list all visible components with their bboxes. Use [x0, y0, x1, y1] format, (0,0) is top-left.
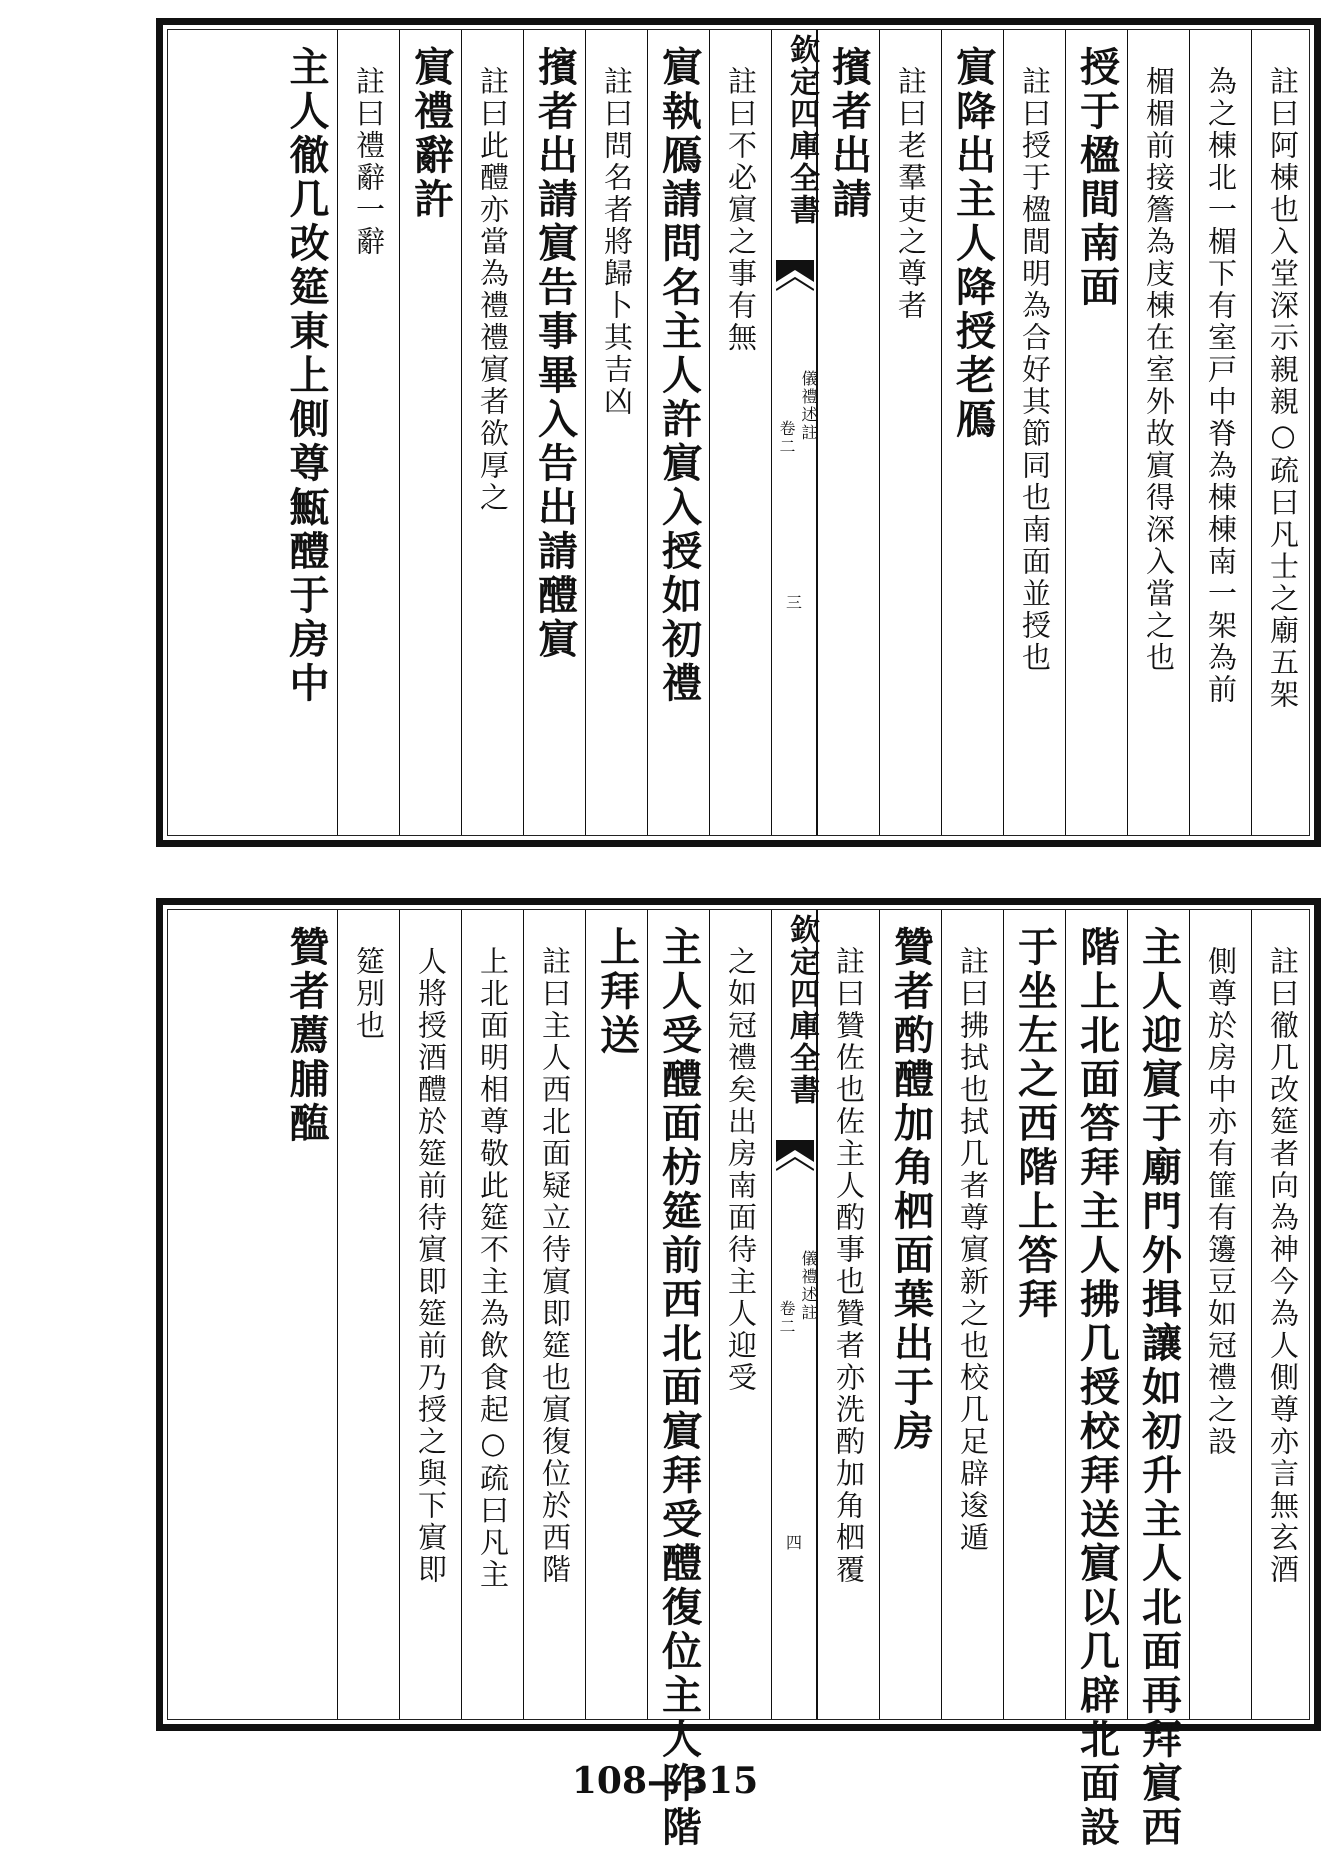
text-column-commentary [817, 910, 879, 1719]
text-column-commentary [941, 910, 1003, 1719]
classic-text: 授于楹間南面 [1073, 46, 1121, 310]
text-column-main [647, 30, 709, 835]
volume-label: 卷二 [777, 1300, 796, 1336]
classic-text: 贊者酌醴加角柶面葉出于房 [887, 926, 935, 1454]
fish-tail-mark [776, 1140, 814, 1190]
classic-text: 主人受醴面枋筵前西北面賔拜受醴復位主人阼階 [655, 926, 703, 1850]
commentary-text: 楣楣前接簷為庋棟在室外故賔得深入當之也 [1142, 66, 1176, 674]
text-column-main [275, 30, 337, 835]
commentary-text: 側尊於房中亦有篚有籩豆如冠禮之設 [1204, 946, 1238, 1458]
page-upper [156, 18, 1321, 847]
text-column-commentary [461, 30, 523, 835]
fish-tail-mark [776, 260, 814, 310]
classic-text: 于坐左之西階上答拜 [1011, 926, 1059, 1322]
center-fold-strip [771, 30, 817, 835]
text-column-commentary [1189, 30, 1251, 835]
commentary-text: 註曰此醴亦當為禮禮賔者欲厚之 [476, 66, 510, 514]
text-column-main [1003, 910, 1065, 1719]
classic-text: 上拜送 [593, 926, 641, 1058]
commentary-text: 筵別也 [352, 946, 386, 1042]
commentary-text: 註曰拂拭也拭几者尊賔新之也校几足辟逡遁 [956, 946, 990, 1554]
commentary-text: 之如冠禮矣出房南面待主人迎受 [724, 946, 758, 1394]
classic-text: 主人徹几改筵東上側尊甒醴于房中 [283, 46, 330, 706]
text-column-commentary [523, 910, 585, 1719]
text-column-main [817, 30, 879, 835]
text-column-commentary [585, 30, 647, 835]
commentary-text: 註曰授于楹間明為合好其節同也南面並授也 [1018, 66, 1052, 674]
leaf-number: 三 [785, 593, 802, 612]
text-column-commentary [337, 910, 399, 1719]
text-column-commentary [1127, 30, 1189, 835]
commentary-text: 註曰徹几改筵者向為神今為人側尊亦言無玄酒 [1266, 946, 1300, 1586]
page-number-footer: 108—315 [571, 1760, 759, 1802]
text-column-commentary [1003, 30, 1065, 835]
commentary-text: 註曰老羣吏之尊者 [894, 66, 928, 322]
commentary-text: 註曰不必賔之事有無 [724, 66, 758, 354]
commentary-text: 註曰主人西北面疑立待賔即筵也賔復位於西階 [538, 946, 572, 1586]
center-fold-strip [771, 910, 817, 1719]
text-column-commentary [461, 910, 523, 1719]
text-column-main [941, 30, 1003, 835]
classic-text: 擯者出請 [825, 46, 873, 222]
classic-text: 賔降出主人降授老鴈 [949, 46, 997, 442]
text-column-commentary [1251, 910, 1313, 1719]
text-column-main [1127, 910, 1189, 1850]
classic-text: 賔禮辭許 [407, 46, 455, 222]
classic-text: 主人迎賔于廟門外揖讓如初升主人北面再拜賔西 [1135, 926, 1183, 1850]
text-column-main [1065, 910, 1127, 1850]
commentary-text: 註曰阿棟也入堂深示親親○疏曰凡士之廟五架 [1266, 66, 1300, 711]
classic-text: 階上北面答拜主人拂几授校拜送賔以几辟北面設 [1073, 926, 1121, 1850]
text-column-main [647, 910, 709, 1850]
classic-text: 贊者薦脯醢 [283, 926, 330, 1146]
text-column-main [879, 910, 941, 1719]
leaf-number: 四 [785, 1533, 802, 1552]
text-column-commentary [709, 910, 771, 1719]
commentary-text: 註曰禮辭一辭 [352, 66, 386, 258]
book-title: 欽定四庫全書 [784, 34, 819, 226]
volume-label: 卷二 [777, 420, 796, 456]
text-column-main [585, 910, 647, 1719]
commentary-text: 註曰問名者將歸卜其吉凶 [600, 66, 634, 418]
commentary-text: 上北面明相尊敬此筵不主為飲食起○疏曰凡主 [476, 946, 510, 1591]
text-column-main [1065, 30, 1127, 835]
commentary-text: 註曰贊佐也佐主人酌事也贊者亦洗酌加角柶覆 [832, 946, 866, 1586]
text-column-commentary [879, 30, 941, 835]
text-column-commentary [1189, 910, 1251, 1719]
commentary-text: 人將授酒醴於筵前待賔即筵前乃授之與下賔即 [414, 946, 448, 1586]
text-column-commentary [337, 30, 399, 835]
text-column-commentary [709, 30, 771, 835]
text-column-commentary [1251, 30, 1313, 835]
text-column-main [275, 910, 337, 1719]
book-title: 欽定四庫全書 [784, 914, 819, 1106]
book-name-label: 儀禮述註 [799, 370, 818, 442]
text-column-commentary [399, 910, 461, 1719]
book-name-label: 儀禮述註 [799, 1250, 818, 1322]
classic-text: 擯者出請賔告事畢入告出請醴賔 [531, 46, 579, 662]
page-frame [167, 29, 1310, 836]
text-column-main [399, 30, 461, 835]
classic-text: 賔執鴈請問名主人許賔入授如初禮 [655, 46, 703, 706]
text-column-main [523, 30, 585, 835]
commentary-text: 為之棟北一楣下有室戸中脊為棟棟南一架為前 [1204, 66, 1238, 706]
